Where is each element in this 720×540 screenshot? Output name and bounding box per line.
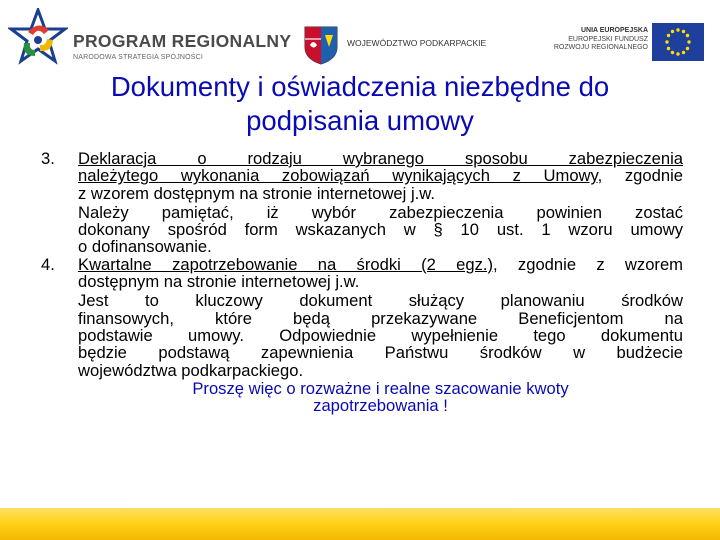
item-4-para2-line-2: finansowych, które będą przekazywane Beneficjentom na [78,308,683,328]
eu-line-3: ROZWOJU REGIONALNEGO [553,44,648,52]
header [0,0,720,72]
quarterly-demand-link[interactable]: Kwartalne zapotrzebowanie na środki (2 egz.) [78,254,494,274]
item-3-line-2: należytego wykonania zobowiązań wynikających z Umowy, zgodnie [78,166,683,186]
declaration-link[interactable]: Deklaracja o rodzaju wybranego sposobu zabezpieczenia [78,149,683,168]
program-subtitle: NARODOWA STRATEGIA SPÓJNOŚCI [73,54,204,61]
program-title: PROGRAM REGIONALNY [73,31,292,51]
page-title [40,70,680,138]
voivodeship-name: WOJEWÓDZTWO PODKARPACKIE [347,38,487,48]
eu-flag-icon [652,23,704,61]
list-number: 4. [41,254,55,274]
document-body [35,150,683,414]
list-item-3 [35,150,683,256]
item-4-para2-line-3: podstawie umowy. Odpowiednie wypełnienie tego dokumentu [78,325,683,345]
item-4-para2-line-5: województwa podkarpackiego. [78,360,304,380]
note-line-1: Proszę więc o rozważne i realne szacowanie kwoty [192,378,569,398]
closing-note [35,380,683,415]
item-4-para2-line-4: będzie podstawą zapewnienia Państwu środków w budżecie [78,343,683,363]
program-star-logo-icon [8,8,68,68]
podkarpackie-crest-icon [303,25,339,65]
list-number: 3. [41,149,55,168]
item-4-line-1: Kwartalne zapotrzebowanie na środki (2 egz.), zgodnie z wzorem [78,254,683,274]
eu-line-1: UNIA EUROPEJSKA [580,27,648,34]
footer-bar [0,508,720,540]
eu-line-2: EUROPEJSKI FUNDUSZ [568,35,648,43]
title-line-1: Dokumenty i oświadczenia niezbędne do [110,71,610,102]
item-3-line-3: z wzorem dostępnym na stronie internetowej j.w. [78,183,435,203]
item-3-para2-line-1: Należy pamiętać, iż wybór zabezpieczenia powinien zostać [78,202,683,222]
item-4-para2-line-1: Jest to kluczowy dokument służący planowaniu środków [78,291,683,311]
item-3-para2-line-3: o dofinansowanie. [78,237,212,257]
title-line-2: podpisania umowy [246,105,474,136]
item-3-para2-line-2: dokonany spośród form wskazanych w § 10 ust. 1 wzoru umowy [78,220,683,240]
list-item-4 [35,256,683,379]
declaration-link-cont[interactable]: należytego wykonania zobowiązań wynikających z Umowy [78,166,598,186]
note-line-2: zapotrzebowania ! [313,396,448,416]
item-3-line-1 [78,150,683,167]
eu-text [540,27,648,53]
item-4-line-2: dostępnym na stronie internetowej j.w. [78,272,360,292]
